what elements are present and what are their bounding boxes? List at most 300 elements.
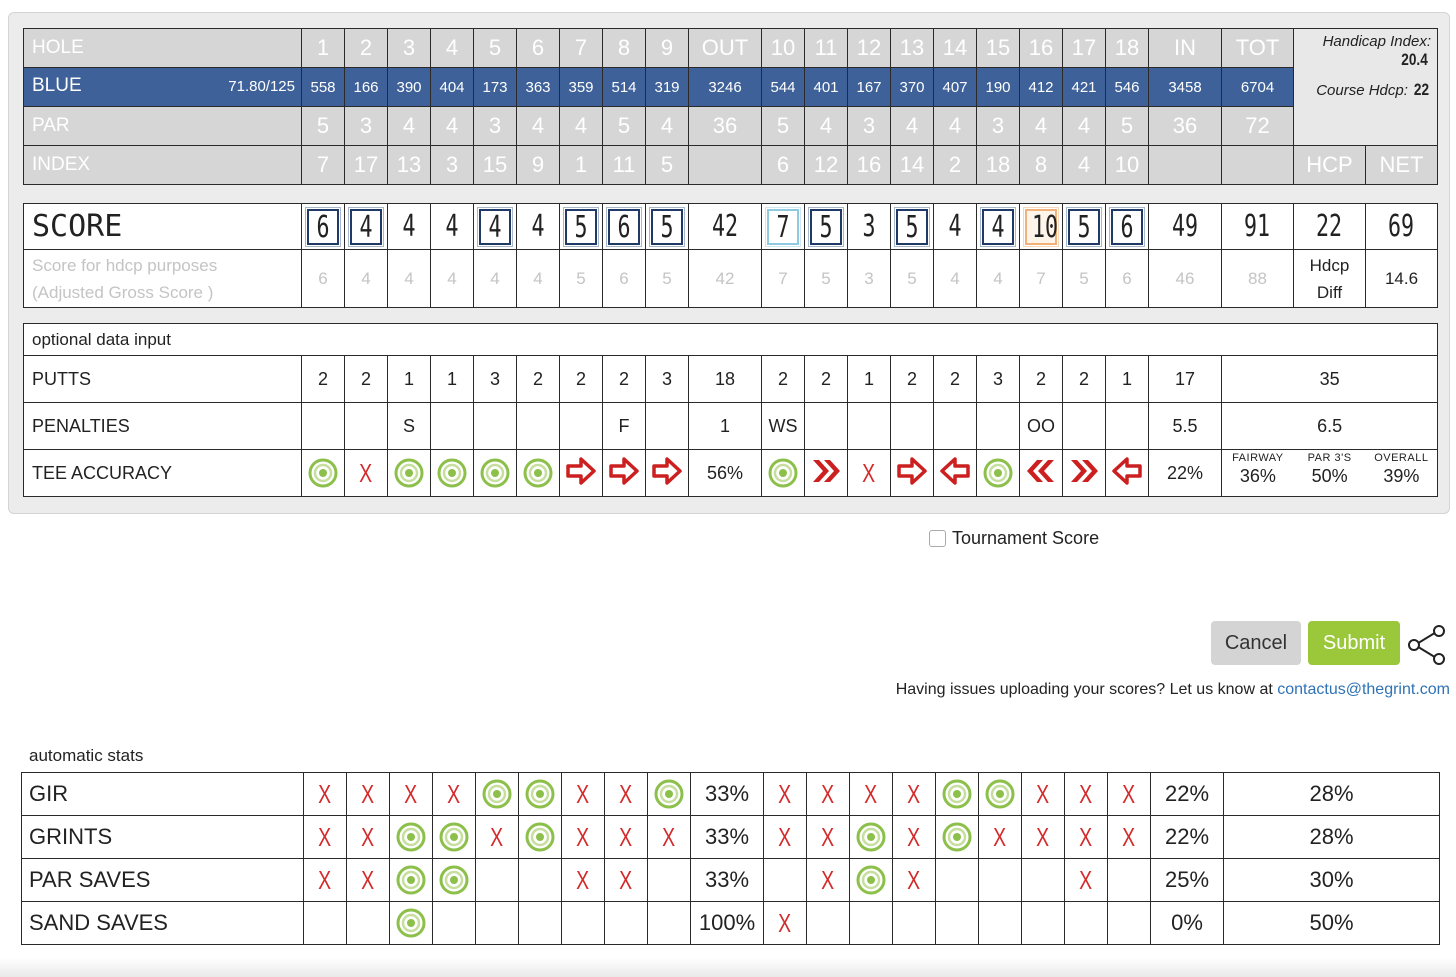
overall-value: 39% <box>1383 466 1420 486</box>
penalty-cell[interactable] <box>517 403 560 450</box>
miss-x-icon: X <box>1122 778 1136 809</box>
tee-accuracy-cell[interactable] <box>762 450 805 497</box>
putts-cell[interactable]: 2 <box>302 356 345 403</box>
score-input[interactable] <box>388 204 431 250</box>
miss-left-arrow-icon <box>1111 455 1143 492</box>
score-input[interactable] <box>302 204 345 250</box>
par-cell: 3 <box>977 107 1020 146</box>
fairway-stat <box>1222 450 1294 496</box>
target-hit-icon <box>439 822 469 852</box>
par-in: 36 <box>1149 107 1222 146</box>
putts-cell[interactable]: 1 <box>431 356 474 403</box>
penalty-cell[interactable] <box>848 403 891 450</box>
stat-label: PAR SAVES <box>22 859 304 902</box>
stat-cell <box>807 773 850 816</box>
score-digit: 4 <box>445 209 459 244</box>
score-digit: 22 <box>1316 209 1343 244</box>
target-hit-icon <box>856 822 886 852</box>
target-hit-icon <box>480 458 510 488</box>
stat-cell <box>893 859 936 902</box>
score-digit: 42 <box>711 209 739 244</box>
stat-cell <box>893 773 936 816</box>
miss-x-icon: X <box>576 821 590 852</box>
miss-right-arrow-icon <box>608 455 640 492</box>
miss-x-icon: X <box>576 778 590 809</box>
tee-cell <box>24 68 302 107</box>
miss-right-arrow-icon <box>651 455 683 492</box>
adjusted-score-cell: 6 <box>603 250 646 308</box>
score-digit: 3 <box>862 209 876 244</box>
score-value <box>707 209 743 244</box>
score-net <box>1366 204 1438 250</box>
hcp-label: HCP <box>1294 146 1366 185</box>
putts-cell[interactable]: 2 <box>1063 356 1106 403</box>
share-icon[interactable] <box>1406 624 1448 666</box>
yardage-cell: 190 <box>977 68 1020 107</box>
out-label: OUT <box>689 29 762 68</box>
hole-number: 6 <box>517 29 560 68</box>
stat-cell <box>648 773 691 816</box>
score-digit: 4 <box>531 209 545 244</box>
score-table <box>23 203 1438 308</box>
adjusted-score-cell: 3 <box>848 250 891 308</box>
stat-row <box>22 902 1440 945</box>
stat-cell <box>433 859 476 902</box>
score-value <box>443 209 461 244</box>
stat-cell <box>390 859 433 902</box>
putts-cell[interactable]: 2 <box>891 356 934 403</box>
miss-x-icon: X <box>1122 821 1136 852</box>
stat-cell <box>605 859 648 902</box>
score-input[interactable] <box>1063 204 1106 250</box>
stat-in: 0% <box>1151 902 1224 945</box>
penalty-cell[interactable] <box>977 403 1020 450</box>
score-input[interactable] <box>560 204 603 250</box>
submit-button[interactable]: Submit <box>1308 621 1400 665</box>
adjusted-score-cell: 5 <box>805 250 848 308</box>
score-digit: 4 <box>402 209 416 244</box>
target-hit-icon <box>482 779 512 809</box>
stat-cell <box>648 902 691 945</box>
index-cell: 11 <box>603 146 646 185</box>
index-out-blank <box>689 146 762 185</box>
target-hit-icon <box>523 458 553 488</box>
par3-value: 50% <box>1311 466 1348 486</box>
tee-accuracy-cell[interactable] <box>603 450 646 497</box>
miss-right-arrow-icon <box>896 455 928 492</box>
penalty-cell[interactable] <box>646 403 689 450</box>
stat-cell <box>850 773 893 816</box>
stat-cell <box>1108 816 1151 859</box>
stat-cell <box>936 902 979 945</box>
score-input[interactable] <box>762 204 805 250</box>
miss-x-icon: X <box>993 821 1007 852</box>
hole-number: 10 <box>762 29 805 68</box>
stat-cell <box>433 816 476 859</box>
stat-cell <box>562 859 605 902</box>
score-digit: 6 <box>617 209 631 245</box>
score-digit: 4 <box>991 209 1005 245</box>
score-input[interactable] <box>1106 204 1149 250</box>
penalty-cell[interactable] <box>302 403 345 450</box>
putts-cell-out: 18 <box>689 356 762 403</box>
stat-in: 22% <box>1151 773 1224 816</box>
miss-x-icon: X <box>318 864 332 895</box>
tournament-score-toggle[interactable] <box>929 528 1099 549</box>
stat-cell <box>304 773 347 816</box>
tournament-checkbox[interactable] <box>929 530 946 547</box>
handicap-index-value: 20.4 <box>1401 50 1428 69</box>
adjusted-score-cell: 4 <box>517 250 560 308</box>
hole-number: 12 <box>848 29 891 68</box>
index-cell: 8 <box>1020 146 1063 185</box>
yardage-cell: 412 <box>1020 68 1063 107</box>
adjusted-score-cell: 7 <box>1020 250 1063 308</box>
target-hit-icon <box>394 458 424 488</box>
yardage-cell: 546 <box>1106 68 1149 107</box>
miss-x-icon: X <box>361 778 375 809</box>
miss-x-icon: X <box>821 864 835 895</box>
penalty-cell[interactable] <box>560 403 603 450</box>
par-cell: 4 <box>891 107 934 146</box>
tee-accuracy-cell[interactable] <box>388 450 431 497</box>
automatic-stats-header: automatic stats <box>29 746 144 765</box>
score-out <box>689 204 762 250</box>
par-label: PAR <box>24 107 302 146</box>
score-input[interactable] <box>517 204 560 250</box>
stat-cell <box>390 816 433 859</box>
stat-cell <box>850 816 893 859</box>
tee-accuracy-cell[interactable] <box>560 450 603 497</box>
miss-x-icon: X <box>778 907 792 938</box>
yardage-in: 3458 <box>1149 68 1222 107</box>
par-cell: 5 <box>762 107 805 146</box>
yardage-cell: 166 <box>345 68 388 107</box>
hole-number: 16 <box>1020 29 1063 68</box>
par-cell: 3 <box>474 107 517 146</box>
tee-accuracy-cell[interactable] <box>848 450 891 497</box>
stat-cell <box>390 773 433 816</box>
tee-accuracy-cell[interactable] <box>1020 450 1063 497</box>
score-value <box>400 209 418 244</box>
miss-x-icon: X <box>778 778 792 809</box>
index-cell: 2 <box>934 146 977 185</box>
penalty-cell[interactable] <box>431 403 474 450</box>
par3-label: PAR 3'S <box>1307 452 1352 464</box>
score-input[interactable] <box>474 204 517 250</box>
penalty-cell[interactable] <box>1063 403 1106 450</box>
penalty-cell[interactable] <box>345 403 388 450</box>
par-total: 72 <box>1222 107 1294 146</box>
putts-cell[interactable]: 2 <box>560 356 603 403</box>
target-hit-icon <box>525 822 555 852</box>
stat-row <box>22 773 1440 816</box>
stat-cell <box>605 816 648 859</box>
putts-cell[interactable]: 2 <box>603 356 646 403</box>
hdcp-diff-value: 14.6 <box>1366 250 1438 308</box>
tee-accuracy-cell[interactable] <box>1063 450 1106 497</box>
score-total <box>1222 204 1294 250</box>
miss-x-icon: X <box>490 821 504 852</box>
par-cell: 4 <box>805 107 848 146</box>
hole-number: 8 <box>603 29 646 68</box>
stat-cell <box>519 902 562 945</box>
putts-cell-in: 17 <box>1149 356 1222 403</box>
miss-x-icon: X <box>361 821 375 852</box>
score-value <box>810 209 842 245</box>
tee-accuracy-cell[interactable] <box>431 450 474 497</box>
index-cell: 15 <box>474 146 517 185</box>
contact-email-link[interactable]: contactus@thegrint.com <box>1277 681 1450 698</box>
adjusted-score-cell: 5 <box>891 250 934 308</box>
stat-cell <box>979 859 1022 902</box>
par-out: 36 <box>689 107 762 146</box>
stat-cell <box>390 902 433 945</box>
score-input[interactable] <box>1020 204 1063 250</box>
hole-number: 7 <box>560 29 603 68</box>
tee-accuracy-cell[interactable] <box>517 450 560 497</box>
score-input[interactable] <box>848 204 891 250</box>
index-in-blank <box>1149 146 1222 185</box>
score-value <box>946 209 964 244</box>
putts-cell[interactable]: 3 <box>977 356 1020 403</box>
yardage-out: 3246 <box>689 68 762 107</box>
par-cell: 5 <box>1106 107 1149 146</box>
score-digit: 5 <box>1077 209 1091 245</box>
hole-number: 5 <box>474 29 517 68</box>
stat-cell <box>764 902 807 945</box>
score-digit: 7 <box>776 209 790 245</box>
score-digit: 5 <box>819 209 833 245</box>
hole-number: 14 <box>934 29 977 68</box>
score-value <box>767 209 799 245</box>
adjusted-out: 42 <box>689 250 762 308</box>
score-row <box>24 204 1438 250</box>
par-cell: 3 <box>345 107 388 146</box>
yardage-cell: 404 <box>431 68 474 107</box>
target-hit-icon <box>396 822 426 852</box>
far-left-chevron-icon <box>1025 455 1057 492</box>
cancel-button[interactable]: Cancel <box>1211 621 1301 665</box>
penalty-cell-total: 6.5 <box>1222 403 1438 450</box>
par-cell: 4 <box>934 107 977 146</box>
index-cell: 1 <box>560 146 603 185</box>
target-hit-icon <box>985 779 1015 809</box>
yardage-cell: 359 <box>560 68 603 107</box>
stat-cell <box>304 859 347 902</box>
miss-x-icon: X <box>404 778 418 809</box>
stat-cell <box>1022 859 1065 902</box>
target-hit-icon <box>308 458 338 488</box>
stat-cell <box>850 859 893 902</box>
score-value <box>608 209 640 245</box>
score-input[interactable] <box>891 204 934 250</box>
course-hdcp-value: 22 <box>1413 80 1430 99</box>
score-input[interactable] <box>646 204 689 250</box>
optional-data-header: optional data input <box>24 324 1438 356</box>
putts-cell[interactable]: 2 <box>934 356 977 403</box>
score-digit: 5 <box>660 209 674 245</box>
course-hdcp-label: Course Hdcp: <box>1316 82 1408 99</box>
score-input[interactable] <box>977 204 1020 250</box>
putts-cell[interactable]: 1 <box>848 356 891 403</box>
score-digit: 4 <box>359 209 373 245</box>
score-value <box>896 209 928 245</box>
par-cell: 5 <box>603 107 646 146</box>
score-digit: 4 <box>948 209 962 244</box>
index-cell: 3 <box>431 146 474 185</box>
score-hcp <box>1294 204 1366 250</box>
penalty-cell[interactable] <box>474 403 517 450</box>
yardage-cell: 544 <box>762 68 805 107</box>
miss-right-arrow-icon <box>565 455 597 492</box>
optional-data-table <box>23 323 1438 497</box>
score-input[interactable] <box>345 204 388 250</box>
score-value <box>529 209 547 244</box>
penalty-cell[interactable] <box>1106 403 1149 450</box>
stat-cell <box>807 816 850 859</box>
adjusted-score-cell: 6 <box>302 250 345 308</box>
putts-cell[interactable]: 1 <box>388 356 431 403</box>
adjusted-label-line2: (Adjusted Gross Score ) <box>32 282 214 302</box>
yardage-cell: 370 <box>891 68 934 107</box>
index-cell: 9 <box>517 146 560 185</box>
penalty-cell[interactable]: OO <box>1020 403 1063 450</box>
target-hit-icon <box>856 865 886 895</box>
stat-cell <box>1065 902 1108 945</box>
miss-x-icon: X <box>359 457 373 488</box>
par-cell: 4 <box>388 107 431 146</box>
stat-cell <box>979 816 1022 859</box>
target-hit-icon <box>396 865 426 895</box>
index-label: INDEX <box>24 146 302 185</box>
stat-cell <box>605 902 648 945</box>
putts-cell[interactable]: 2 <box>1020 356 1063 403</box>
penalty-cell[interactable]: WS <box>762 403 805 450</box>
stat-cell <box>476 859 519 902</box>
penalty-cell[interactable]: F <box>603 403 646 450</box>
hole-number: 11 <box>805 29 848 68</box>
miss-x-icon: X <box>619 778 633 809</box>
adjusted-score-cell: 6 <box>1106 250 1149 308</box>
stat-cell <box>1108 773 1151 816</box>
score-value <box>651 209 683 245</box>
score-input[interactable] <box>934 204 977 250</box>
score-value <box>1025 209 1057 245</box>
putts-cell[interactable]: 1 <box>1106 356 1149 403</box>
target-hit-icon <box>525 779 555 809</box>
yardage-cell: 421 <box>1063 68 1106 107</box>
score-digit: 5 <box>905 209 919 245</box>
par-row <box>24 107 1438 146</box>
penalty-cell[interactable] <box>891 403 934 450</box>
stat-cell <box>764 859 807 902</box>
score-digit: 6 <box>316 209 330 245</box>
tee-accuracy-cell[interactable] <box>302 450 345 497</box>
putts-cell[interactable]: 2 <box>517 356 560 403</box>
penalty-cell[interactable]: S <box>388 403 431 450</box>
accuracy-summary <box>1222 450 1438 497</box>
tee-accuracy-cell[interactable] <box>345 450 388 497</box>
putts-cell[interactable]: 3 <box>474 356 517 403</box>
stat-label: GRINTS <box>22 816 304 859</box>
stat-cell <box>347 859 390 902</box>
score-input[interactable] <box>603 204 646 250</box>
tee-accuracy-cell[interactable] <box>977 450 1020 497</box>
stat-cell <box>1065 816 1108 859</box>
index-cell: 10 <box>1106 146 1149 185</box>
miss-x-icon: X <box>318 778 332 809</box>
score-digit: 10 <box>1032 209 1059 245</box>
miss-x-icon: X <box>1079 864 1093 895</box>
putts-cell[interactable]: 2 <box>805 356 848 403</box>
putts-cell[interactable]: 2 <box>345 356 388 403</box>
index-cell: 5 <box>646 146 689 185</box>
target-hit-icon <box>437 458 467 488</box>
tournament-label: Tournament Score <box>952 528 1100 548</box>
penalty-cell[interactable] <box>934 403 977 450</box>
score-digit: 6 <box>1120 209 1134 245</box>
stat-total: 30% <box>1224 859 1440 902</box>
stat-cell <box>1065 773 1108 816</box>
score-input[interactable] <box>805 204 848 250</box>
index-cell: 6 <box>762 146 805 185</box>
tee-accuracy-cell[interactable] <box>1106 450 1149 497</box>
score-value <box>307 209 339 245</box>
score-label: SCORE <box>24 204 302 250</box>
handicap-box <box>1294 29 1438 146</box>
stat-cell <box>936 859 979 902</box>
tee-accuracy-cell[interactable] <box>646 450 689 497</box>
hdcp-diff-label <box>1294 250 1366 308</box>
stat-cell <box>893 816 936 859</box>
score-value <box>1068 209 1100 245</box>
miss-x-icon: X <box>619 864 633 895</box>
stat-cell <box>1065 859 1108 902</box>
miss-x-icon: X <box>864 778 878 809</box>
stat-cell <box>979 902 1022 945</box>
miss-x-icon: X <box>778 821 792 852</box>
far-right-chevron-icon <box>1068 455 1100 492</box>
adjusted-score-cell: 5 <box>560 250 603 308</box>
putts-cell[interactable]: 3 <box>646 356 689 403</box>
hole-number: 9 <box>646 29 689 68</box>
miss-x-icon: X <box>821 821 835 852</box>
stat-cell <box>1022 773 1065 816</box>
tee-accuracy-cell[interactable] <box>934 450 977 497</box>
putts-cell[interactable]: 2 <box>762 356 805 403</box>
adjusted-score-cell: 4 <box>388 250 431 308</box>
stat-cell <box>519 816 562 859</box>
par-cell: 5 <box>302 107 345 146</box>
far-right-chevron-icon <box>810 455 842 492</box>
score-input[interactable] <box>431 204 474 250</box>
tee-accuracy-label: TEE ACCURACY <box>24 450 302 497</box>
adjusted-in: 46 <box>1149 250 1222 308</box>
tee-accuracy-cell[interactable] <box>474 450 517 497</box>
stat-cell <box>562 902 605 945</box>
index-cell: 4 <box>1063 146 1106 185</box>
tee-accuracy-cell[interactable] <box>805 450 848 497</box>
tee-accuracy-out: 56% <box>689 450 762 497</box>
penalty-cell[interactable] <box>805 403 848 450</box>
index-tot-blank <box>1222 146 1294 185</box>
stat-total: 28% <box>1224 816 1440 859</box>
par-cell: 4 <box>646 107 689 146</box>
penalties-label: PENALTIES <box>24 403 302 450</box>
tee-accuracy-cell[interactable] <box>891 450 934 497</box>
miss-x-icon: X <box>576 864 590 895</box>
